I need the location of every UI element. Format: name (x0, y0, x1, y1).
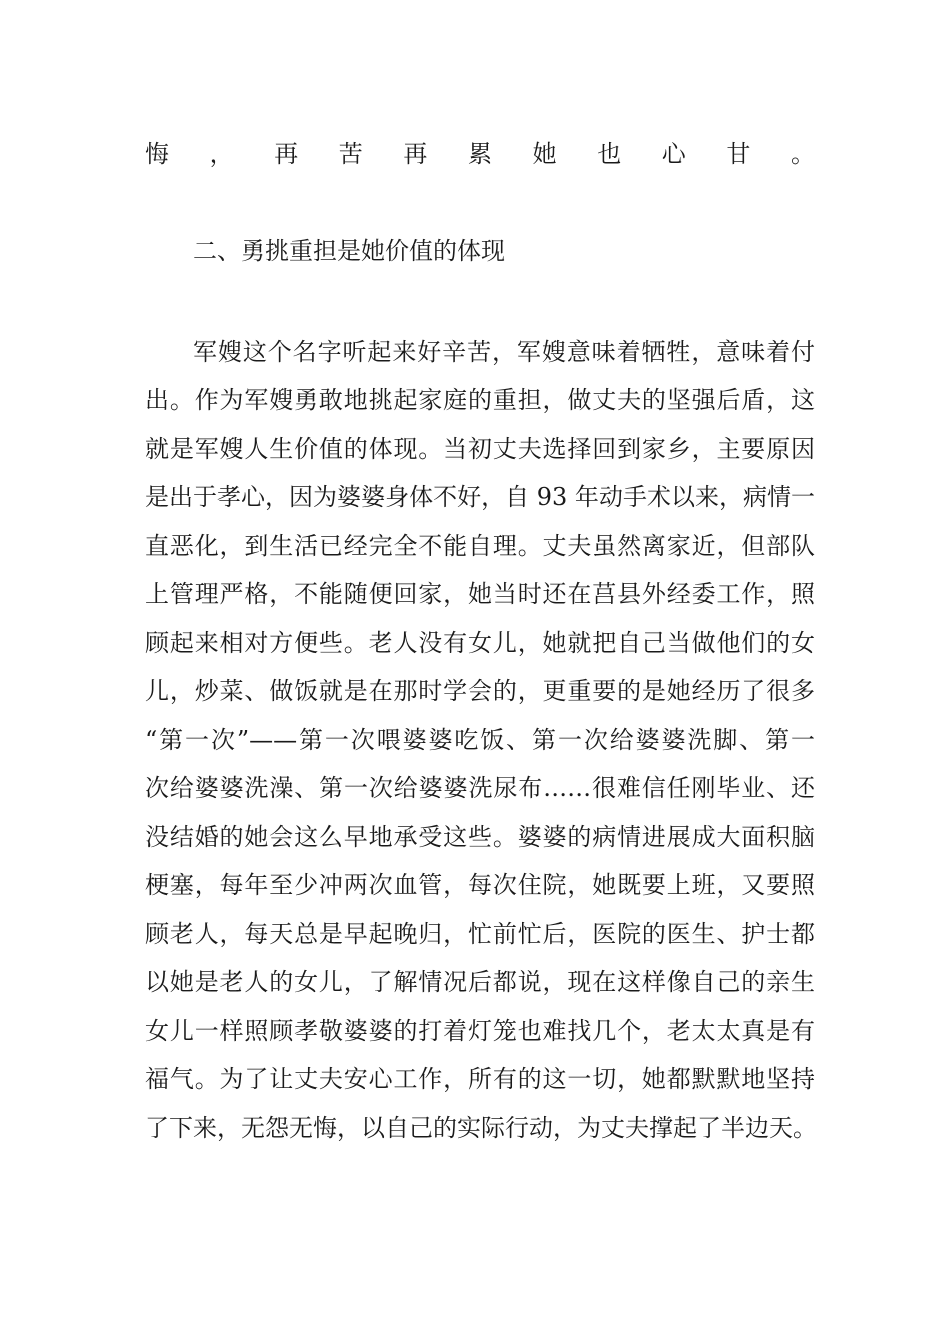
paragraph-line: 就是军嫂人生价值的体现。当初丈夫选择回到家乡，主要原因 (145, 435, 815, 463)
paragraph-line: 直恶化，到生活已经完全不能自理。丈夫虽然离家近，但部队 (145, 532, 815, 560)
paragraph-line: 没结婚的她会这么早地承受这些。婆婆的病情进展成大面积脑 (145, 823, 815, 851)
section-heading: 二、勇挑重担是她价值的体现 (193, 237, 505, 265)
paragraph-line: 福气。为了让丈夫安心工作，所有的这一切，她都默默地坚持 (145, 1065, 815, 1093)
paragraph-line: 女儿一样照顾孝敬婆婆的打着灯笼也难找几个，老太太真是有 (145, 1017, 815, 1045)
paragraph-line: 儿，炒菜、做饭就是在那时学会的，更重要的是她经历了很多 (145, 677, 815, 705)
paragraph-line: 是出于孝心，因为婆婆身体不好，自 93 年动手术以来，病情一 (145, 483, 815, 511)
paragraph-line: 顾老人，每天总是早起晚归，忙前忙后，医院的医生、护士都 (145, 920, 815, 948)
paragraph-line: 上管理严格，不能随便回家，她当时还在莒县外经委工作，照 (145, 580, 815, 608)
paragraph-line: 出。作为军嫂勇敢地挑起家庭的重担，做丈夫的坚强后盾，这 (145, 386, 815, 414)
paragraph-line: 顾起来相对方便些。老人没有女儿，她就把自己当做他们的女 (145, 629, 815, 657)
continuation-line: 悔，再苦再累她也心甘。 (145, 140, 815, 168)
paragraph-line: “第一次”——第一次喂婆婆吃饭、第一次给婆婆洗脚、第一 (145, 726, 815, 754)
paragraph-line: 军嫂这个名字听起来好辛苦，军嫂意味着牺牲，意味着付 (193, 338, 815, 366)
paragraph-line: 梗塞，每年至少冲两次血管，每次住院，她既要上班，又要照 (145, 871, 815, 899)
paragraph-line: 次给婆婆洗澡、第一次给婆婆洗尿布……很难信任刚毕业、还 (145, 774, 815, 802)
paragraph-line: 了下来，无怨无悔，以自己的实际行动，为丈夫撑起了半边天。 (145, 1114, 817, 1142)
paragraph-line: 以她是老人的女儿，了解情况后都说，现在这样像自己的亲生 (145, 968, 815, 996)
